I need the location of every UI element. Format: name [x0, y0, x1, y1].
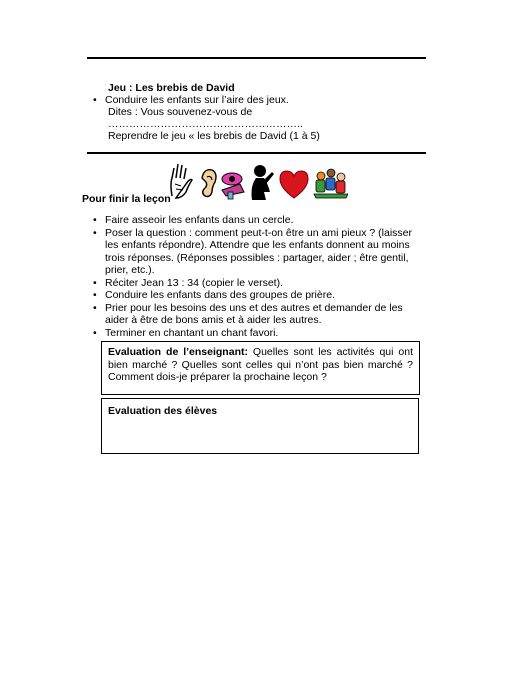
list-item [90, 327, 420, 340]
praying-person-icon [252, 165, 275, 200]
ear-icon [202, 170, 216, 197]
game-bullet-text: Conduire les enfants sur l’aire des jeux. [105, 94, 289, 106]
list-item [90, 94, 420, 107]
closing-item-text: Réciter Jean 13 : 34 (copier le verset). [105, 276, 283, 289]
list-item [90, 227, 420, 277]
closing-list [90, 214, 420, 339]
heart-icon [280, 171, 308, 198]
list-item [90, 302, 420, 327]
student-evaluation-box [101, 398, 419, 454]
teacher-eval-label: Evaluation de l’enseignant: [108, 346, 248, 358]
game-line-1: Dites : Vous souvenez-vous de [108, 106, 253, 118]
teacher-evaluation-box [101, 341, 420, 395]
game-line-2: ……………………………………………….. [108, 118, 303, 130]
bottom-divider [87, 152, 426, 154]
student-eval-label: Evaluation des élèves [108, 405, 218, 417]
closing-item-text: Terminer en chantant un chant favori. [105, 326, 279, 339]
eye-icon [222, 173, 244, 199]
closing-item-text: Prier pour les besoins des uns et des autres et demander de les aider à être de bons amis et à aider les autres. [105, 301, 403, 326]
teacher-eval-text: Quelles sont les activités qui ont bien marché ? Quelles sont celles qui n’ont pas bien marché ? Comment dois-je préparer la prochaine leçon ? [108, 346, 413, 383]
game-line-3: Reprendre le jeu « les brebis de David (1 à 5) [108, 130, 320, 142]
list-item [90, 289, 420, 302]
closing-item-text: Poser la question : comment peut-t-on être un ami pieux ? (laisser les enfants répondre). Attendre que les enfants donnent au moins trois réponses. (Réponses possibles : partager, aider ; être gentil, prier, etc.). [105, 226, 412, 276]
game-title: Jeu : Les brebis de David [108, 82, 235, 94]
senses-icon-strip [168, 162, 348, 202]
list-item [90, 277, 420, 290]
list-item [90, 214, 420, 227]
closing-item-text: Faire asseoir les enfants dans un cercle. [105, 214, 294, 226]
top-divider [87, 57, 426, 59]
game-list [90, 94, 420, 107]
children-group-icon [314, 169, 348, 198]
closing-heading: Pour finir la leçon [82, 193, 171, 205]
closing-item-text: Conduire les enfants dans des groupes de prière. [105, 289, 335, 301]
hand-icon [171, 164, 192, 198]
